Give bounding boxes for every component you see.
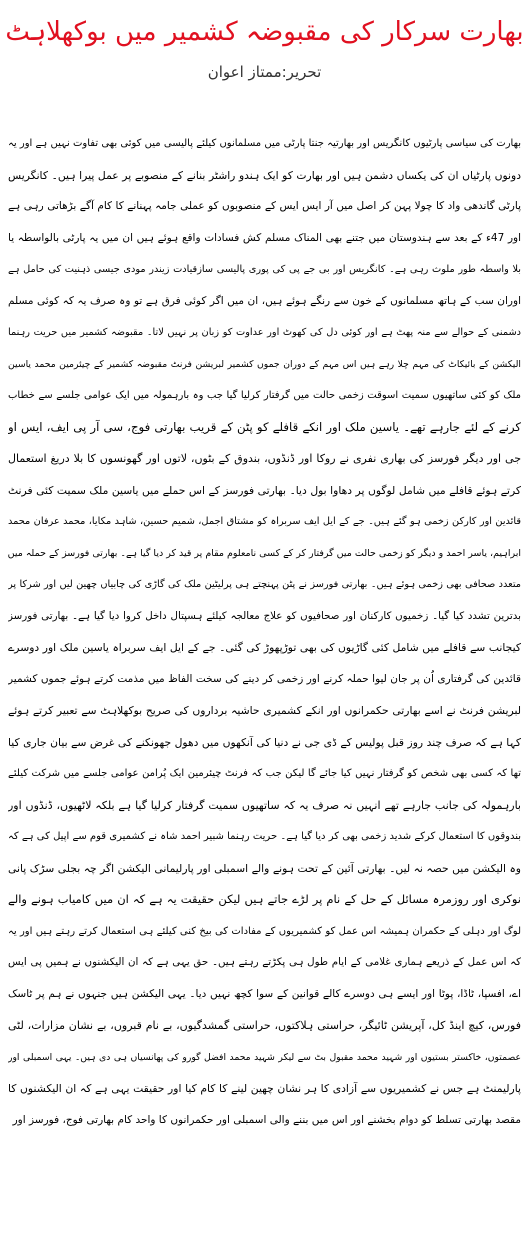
- article-line: اور 47ء کے بعد سے ہندوستان میں جتنے بھی المناک مسلم کش فسادات واقع ہوئے ہیں ان میں یہ پارٹی بالواسطہ یا: [8, 231, 521, 244]
- article-line: مقصد بھارتی تسلط کو دوام بخشنے اور اس میں بننے والی اسمبلی اور حکمرانوں کا واحد کام بھارتی فوج، فورسز اور: [12, 1113, 521, 1126]
- article-line: قائدین اور کارکن زخمی ہو گئے ہیں۔ جے کے ایل ایف سربراہ کو مشتاق اجمل، شمیم حسین، شاہد مکایا، محمد عرفان محمد: [8, 516, 521, 527]
- article-line: کہا ہے کہ صرف چند روز قبل پولیس کے ڈی جی نے دنیا کی آنکھوں میں دھول جھونکنے کی غرض سے بیان جاری کیا: [8, 735, 521, 749]
- article-line: بارہمولہ کی جانب جارہے تھے انہیں نہ صرف یہ کہ ساتھیوں سمیت گرفتار کرلیا گیا ہے بلکہ لاٹھیوں، ڈنڈوں اور: [8, 798, 521, 812]
- article-line: لبریشن فرنٹ نے اسے بھارتی حکمرانوں اور انکے کشمیری حاشیہ برداروں کی صریح بوکھلاہٹ سے تعبیر کرتے ہوئے: [8, 704, 521, 717]
- article-line: تھا کہ کسی بھی شخص کو گرفتار نہیں کیا جائے گا لیکن جب کہ فرنٹ چیئرمین ایک پُرامن عوامی جلسے میں شرکت کیلئے: [8, 768, 521, 779]
- article-line: وہ الیکشن میں حصہ نہ لیں۔ بھارتی آئین کے تحت ہونے والے اسمبلی اور پارلیمانی الیکشن اگر چہ بجلی سڑک پانی: [8, 861, 521, 875]
- article-line: بھارت کی سیاسی پارٹیوں کانگریس اور بھارتیہ جنتا پارٹی میں مسلمانوں کیلئے پالیسی میں کوئی بھی تفاوت نہیں ہے اور یہ: [8, 138, 521, 149]
- article-title: بھارت سرکار کی مقبوضہ کشمیر میں بوکھلاہٹ: [5, 17, 524, 47]
- byline-label: تحریر: [286, 63, 322, 81]
- article-line: بندوقوں کا استعمال کرکے شدید زخمی بھی کر دیا گیا ہے۔ حریت رہنما شبیر احمد شاہ نے کشمیری قوم سے اپیل کی ہے کہ: [8, 831, 521, 842]
- article-line: کرتے ہوئے قافلے میں شامل لوگوں پر دھاوا بول دیا۔ بھارتی فورسز کے اس حملے میں یاسین ملک سمیت کئی فرنٹ: [8, 483, 521, 497]
- article-line: متعدد صحافی بھی زخمی ہوئے ہیں۔ بھارتی فورسز نے پٹن پہنچتے ہی پرلیٹین ملک کی گاڑی کی چابیاں چھین لیں اور شرکا پر: [8, 579, 521, 590]
- article-line: کیجانب سے قافلے میں شامل کئی گاڑیوں کی بھی توڑپھوڑ کی گئی۔ جے کے ایل ایف سربراہ یاسین ملک اور دوسرے: [8, 641, 521, 654]
- article-line: بلا واسطہ طور ملوث رہی ہے۔ کانگریس اور بی جے پی کی پوری پالیسی سازقیادت زیندر مودی جیسی ذہنیت کی حامل ہے: [8, 264, 521, 275]
- article-line: ابراہیم، یاسر احمد و دیگر کو زخمی حالت میں گرفتار کر کے کسی نامعلوم مقام پر قید کر دیا گیا ہے۔ بھارتی فورسز کے حملہ میں: [8, 547, 521, 559]
- byline-separator: :: [281, 63, 287, 81]
- article-line: بدترین تشدد کیا گیا۔ زخمیوں کارکنان اور صحافیوں کو علاج معالجہ کیلئے ہسپتال داخل کروا دیا گیا ہے۔ بھارتی فورسز: [8, 609, 521, 622]
- article-line: ملک کو کئی ساتھیوں سمیت اسوقت زخمی حالت میں گرفتار کرلیا گیا جب وہ بارہمولہ میں ایک عوامی جلسے سے خطاب: [8, 390, 521, 401]
- article-line: اوران سب کے ہاتھ مسلمانوں کے خون سے رنگے ہوئے ہیں، ان میں اگر کوئی فرق ہے تو وہ صرف یہ کہ کوئی مسلم: [8, 294, 521, 307]
- article-line: اے، افسپا، ٹاڈا، پوٹا اور ایسے ہی دوسرے کالے قوانین کے سوا کچھ نہیں دیا۔ یہی الیکشن ہیں جنہوں نے ہم پر ٹاسک: [8, 987, 521, 1000]
- article-line: پارلیمنٹ ہے جس نے کشمیریوں سے آزادی کا ہر نشان چھین لینے کا کام کیا اور حقیقت یہی ہے کہ ان الیکشنوں کا: [8, 1082, 521, 1095]
- article-line: کہ اس عمل کے ذریعے ہماری غلامی کے ایام طول ہی پکڑتے رہتے ہیں۔ حق یہی ہے کہ ان الیکشنوں نے ہمیں پی ایس: [8, 956, 521, 968]
- article-line: عصمتوں، خاکستر بستیوں اور شہید محمد مقبول بٹ سے لیکر شہید محمد افضل گورو کی پھانسیاں ہی دی ہیں۔ یہی اسمبلی اور: [8, 1051, 521, 1063]
- article-line: فورس، کیچ اینڈ کل، آپریشن ٹائیگر، حراستی ہلاکتوں، حراستی گمشدگیوں، بے نام قبروں، بے نشان مزارات، لٹی: [8, 1019, 521, 1032]
- article-byline: [0, 60, 529, 84]
- article-line: نوکری اور روزمرہ مسائل کے حل کے نام پر لڑے جاتے ہیں لیکن حقیقت یہ ہے کہ ان میں کامیاب ہونے والے: [8, 892, 521, 906]
- article-body: [8, 128, 521, 1136]
- article-line: دونوں پارٹیاں ان کی یکساں دشمن ہیں اور بھارت کو ایک ہندو راشٹر بنانے کے منصوبے پر عمل پیرا ہیں۔ کانگریس: [8, 168, 521, 182]
- article-line: جی اور دیگر فورسز کی بھاری نفری نے روکا اور ڈنڈوں، بندوق کے بٹوں، لاتوں اور گھونسوں کا بلا دریغ استعمال: [8, 452, 521, 465]
- article-line: دشمنی کے حوالے سے منہ پھٹ ہے اور کوئی دل کی کھوٹ اور عداوت کو زبان پر نہیں لاتا۔ مقبوضہ کشمیر میں حریت رہنما: [8, 327, 521, 338]
- byline-author: ممتاز اعوان: [207, 63, 282, 81]
- article-line: قائدین کی گرفتاری اُن پر جان لیوا حملہ کرنے اور زخمی کر دینے کی سخت الفاظ میں مذمت کرتے ہوئے جموں کشمیر: [8, 672, 521, 685]
- article-line: الیکشن کے بائیکاٹ کی مہم چلا رہے ہیں اس مہم کے دوران جموں کشمیر لبریشن فرنٹ مقبوضہ کشمیر کے چیئرمین محمد یاسین: [8, 358, 521, 370]
- article-line: کرنے کے لئے جارہے تھے۔ یاسین ملک اور انکے قافلے کو پٹن کے قریب بھارتی فوج، سی آر پی ایف، ایس او: [8, 419, 521, 434]
- article-line: لوگ اور دہلی کے حکمران ہمیشہ اس عمل کو کشمیریوں کے مفادات کی بیخ کنی کیلئے ہی استعمال کرتے رہتے ہیں اور یہ: [8, 925, 521, 937]
- article-line: پارٹی گاندھی واد کا چولا پہن کر اصل میں آر ایس ایس کے منصوبوں کو عملی جامہ پہنانے کا کام آگے بڑھاتی رہی ہے: [8, 200, 521, 212]
